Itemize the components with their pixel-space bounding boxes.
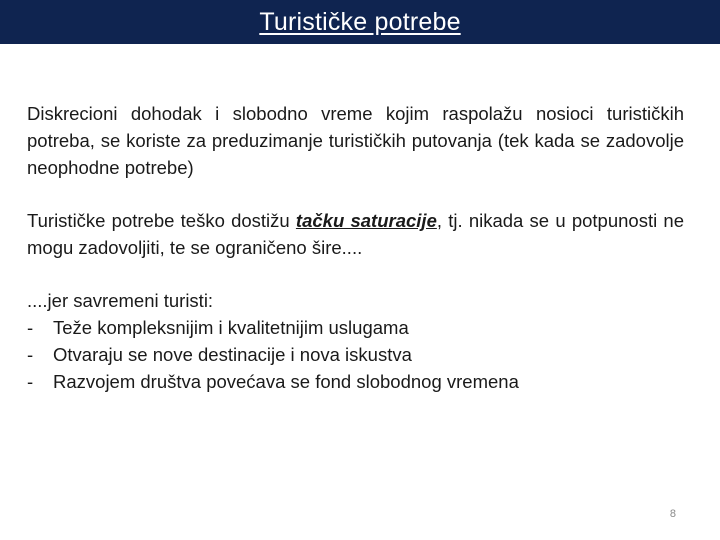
list-item-text: Teže kompleksnijim i kvalitetnijim uslugama [53,317,409,338]
paragraph-saturation-end: , tj. nikada se u potpunosti ne mogu zadovoljiti, te se ograničeno šire.... [27,210,684,258]
title-bar [0,0,720,44]
list-intro: ....jer savremeni turisti: [27,290,214,311]
list-item [27,314,684,341]
list-item-text: Otvaraju se nove destinacije i nova iskustva [53,344,412,365]
slide-title: Turističke potrebe [259,7,461,36]
bullet-dash: - [27,344,34,365]
paragraph-discretionary-income: Diskrecioni dohodak i slobodno vreme kojim raspolažu nosioci turističkih potreba, se koriste za preduzimanje turističkih putovanja (tek kada se zadovolje neophodne potrebe) [27,103,684,178]
list-item [27,368,684,395]
saturation-term: tačku saturacije [295,210,437,231]
paragraph-saturation [27,207,684,261]
paragraph-saturation-start: Turističke potrebe teško dostižu [27,210,296,231]
slide-content [27,100,684,395]
list-item-text: Razvojem društva povećava se fond slobodnog vremena [53,371,519,392]
bullet-dash: - [27,317,34,338]
page-number: 8 [669,508,676,520]
list-item [27,341,684,368]
bullet-list [27,314,684,395]
bullet-dash: - [27,371,34,392]
